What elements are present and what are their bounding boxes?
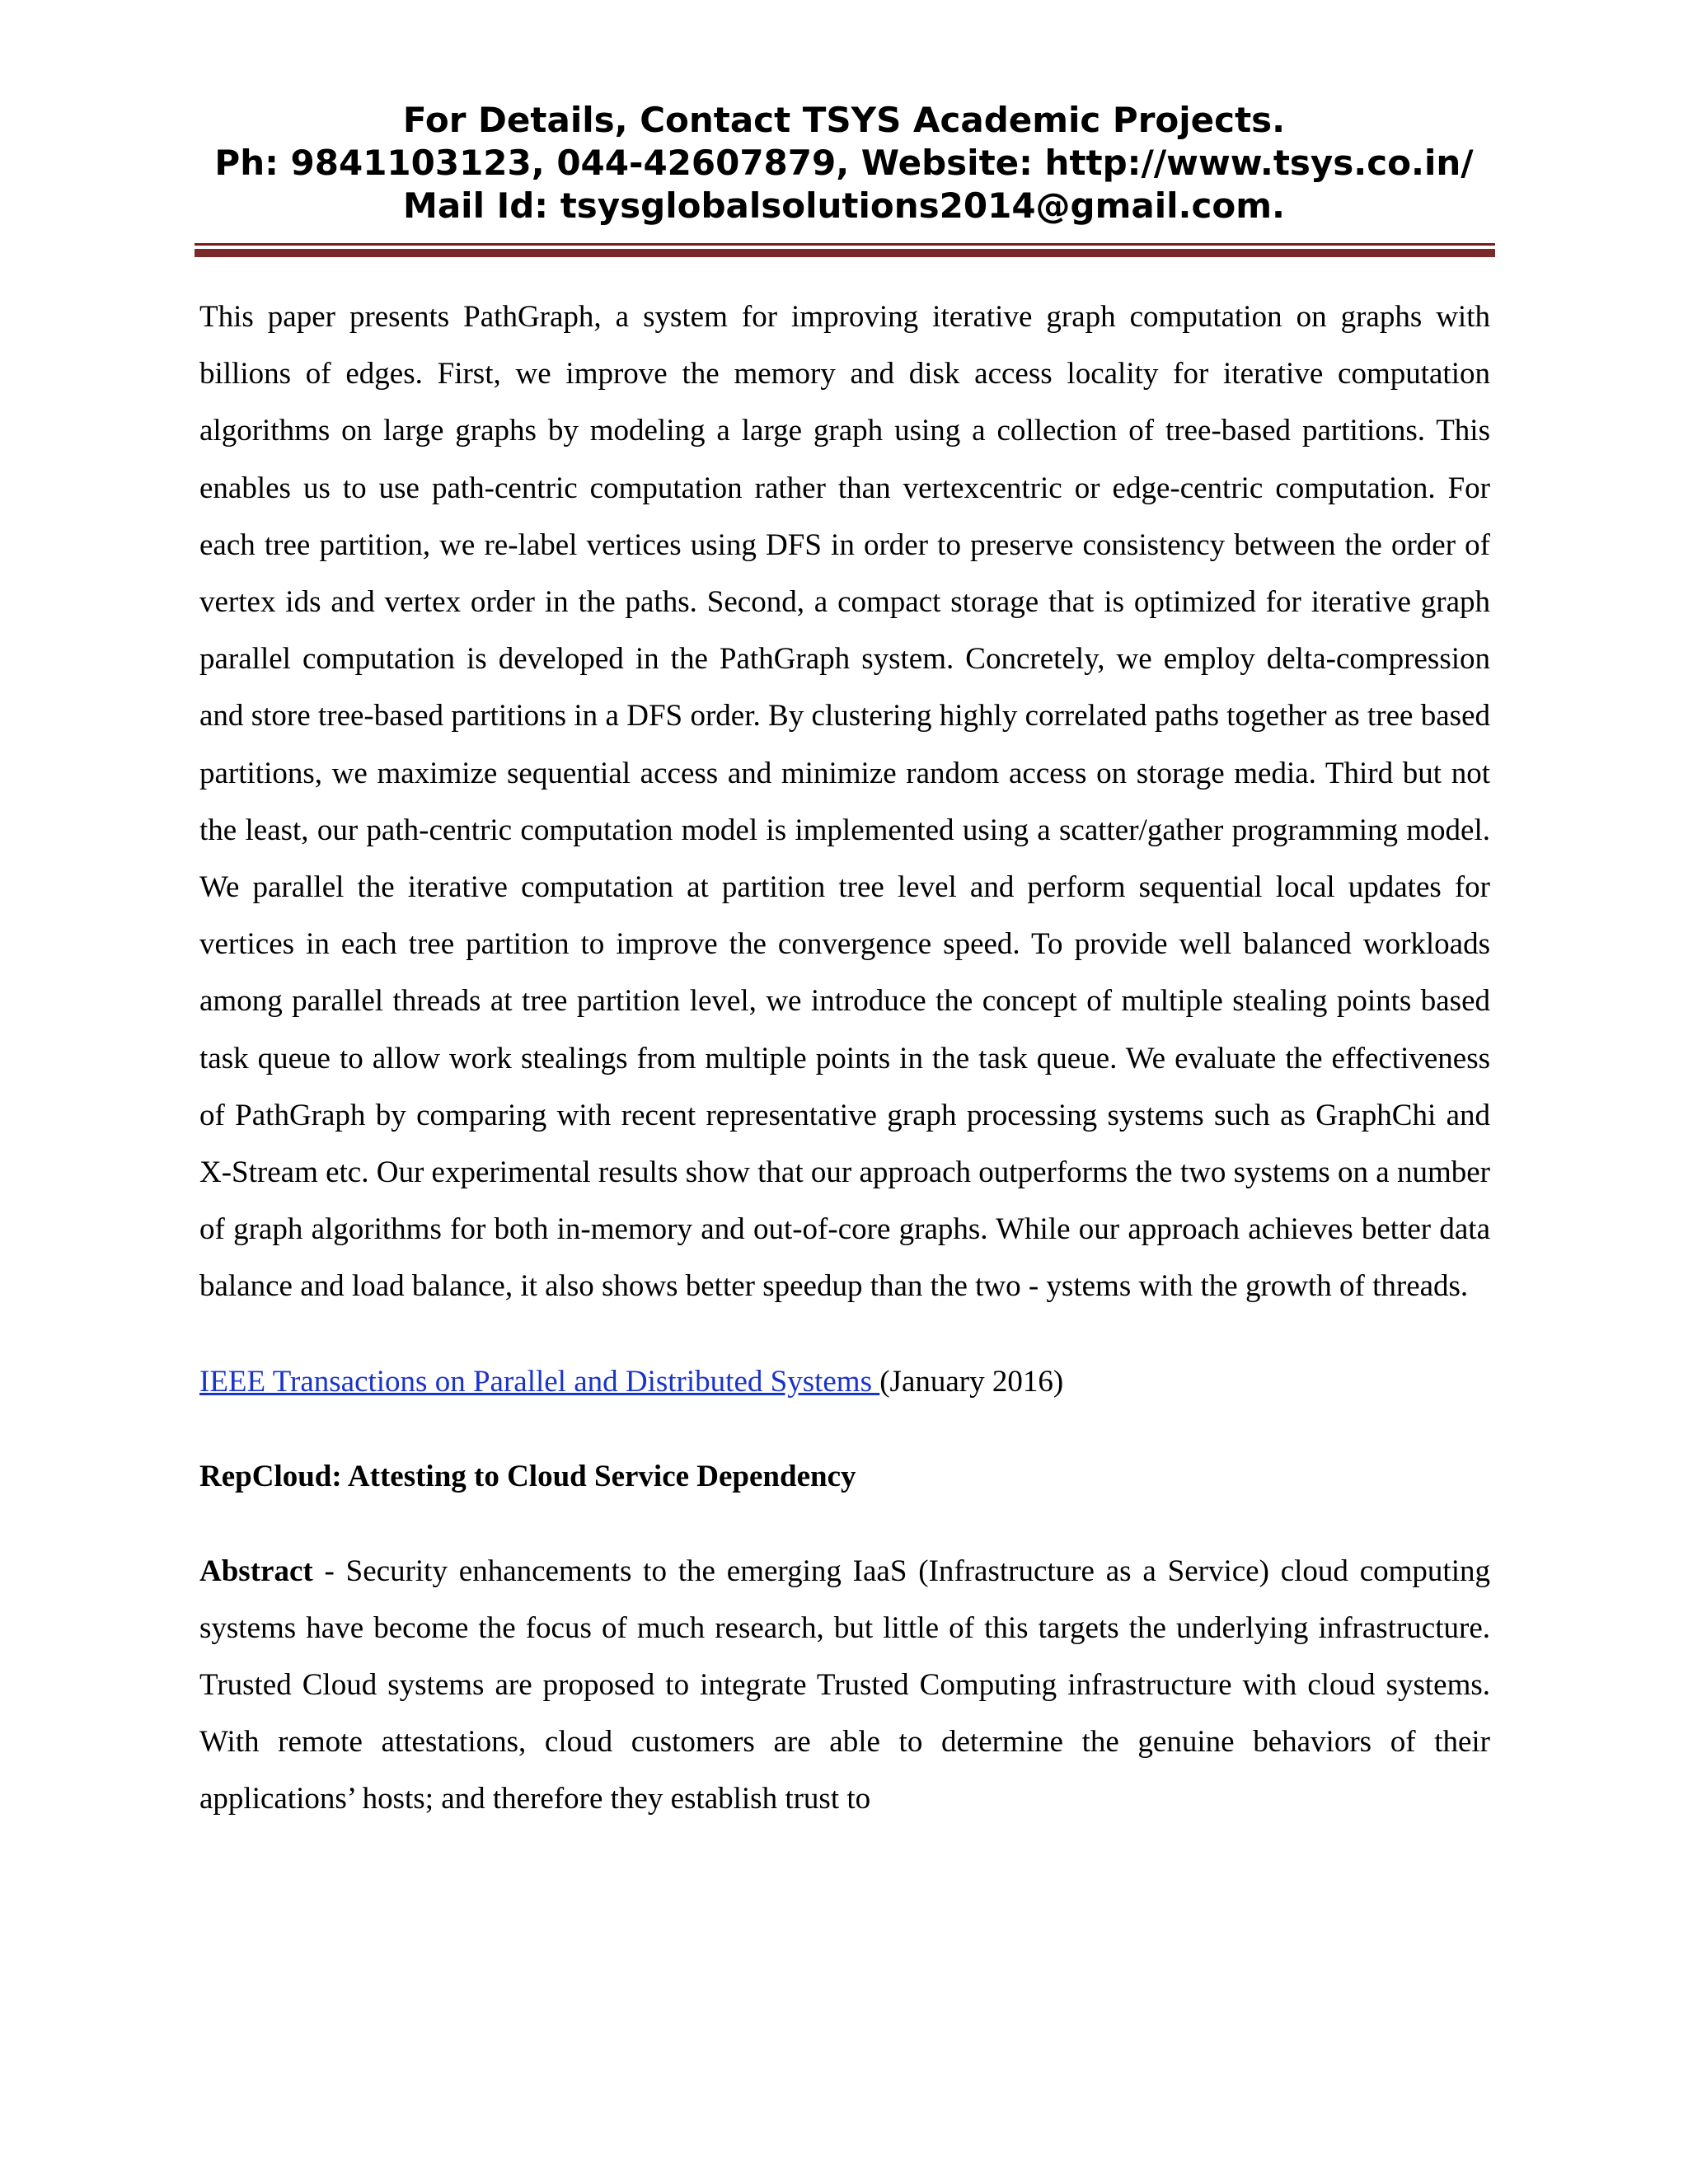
- publication-date: (January 2016): [879, 1364, 1064, 1399]
- repcloud-abstract-paragraph: [199, 1543, 1490, 1828]
- header-line-contact: For Details, Contact TSYS Academic Projects.: [402, 100, 1286, 140]
- journal-link[interactable]: IEEE Transactions on Parallel and Distributed Systems: [199, 1364, 880, 1399]
- abstract-label: Abstract: [199, 1554, 313, 1588]
- header-line-phone-website: Ph: 9841103123, 044-42607879, Website: http://www.tsys.co.in/: [214, 143, 1474, 183]
- document-body: [199, 288, 1490, 1828]
- pathgraph-abstract-paragraph: This paper presents PathGraph, a system for improving iterative graph computation on graphs with billions of edges. First, we improve the memory and disk access locality for iterative computation algorithms on large graphs by modeling a large graph using a collection of tree-based partitions. This enables us to use path-centric computation rather than vertexcentric or edge-centric computation. For each tree partition, we re-label vertices using DFS in order to preserve consistency between the order of vertex ids and vertex order in the paths. Second, a compact storage that is optimized for iterative graph parallel computation is developed in the PathGraph system. Concretely, we employ delta-compression and store tree-based partitions in a DFS order. By clustering highly correlated paths together as tree based partitions, we maximize sequential access and minimize random access on storage media. Third but not the least, our path-centric computation model is implemented using a scatter/gather programming model. We parallel the iterative computation at partition tree level and perform sequential local updates for vertices in each tree partition to improve the convergence speed. To provide well balanced workloads among parallel threads at tree partition level, we introduce the concept of multiple stealing points based task queue to allow work stealings from multiple points in the task queue. We evaluate the effectiveness of PathGraph by comparing with recent representative graph processing systems such as GraphChi and X-Stream etc. Our experimental results show that our approach outperforms the two systems on a number of graph algorithms for both in-memory and out-of-core graphs. While our approach achieves better data balance and load balance, it also shows better speedup than the two - ystems with the growth of threads.: [199, 300, 1490, 1304]
- contact-header: [0, 99, 1688, 227]
- paper-title: RepCloud: Attesting to Cloud Service Dependency: [199, 1459, 856, 1493]
- header-divider-thin: [195, 243, 1495, 246]
- header-divider-thick: [195, 249, 1495, 257]
- publication-reference: [199, 1353, 1490, 1410]
- abstract-text: - Security enhancements to the emerging IaaS (Infrastructure as a Service) cloud computing systems have become the focus of much research, but little of this targets the underlying infrastructure. Trusted Cloud systems are proposed to integrate Trusted Computing infrastructure with cloud systems. With remote attestations, cloud customers are able to determine the genuine behaviors of their applications’ hosts; and therefore they establish trust to: [199, 1554, 1490, 1816]
- header-line-email: Mail Id: tsysglobalsolutions2014@gmail.com.: [403, 185, 1285, 226]
